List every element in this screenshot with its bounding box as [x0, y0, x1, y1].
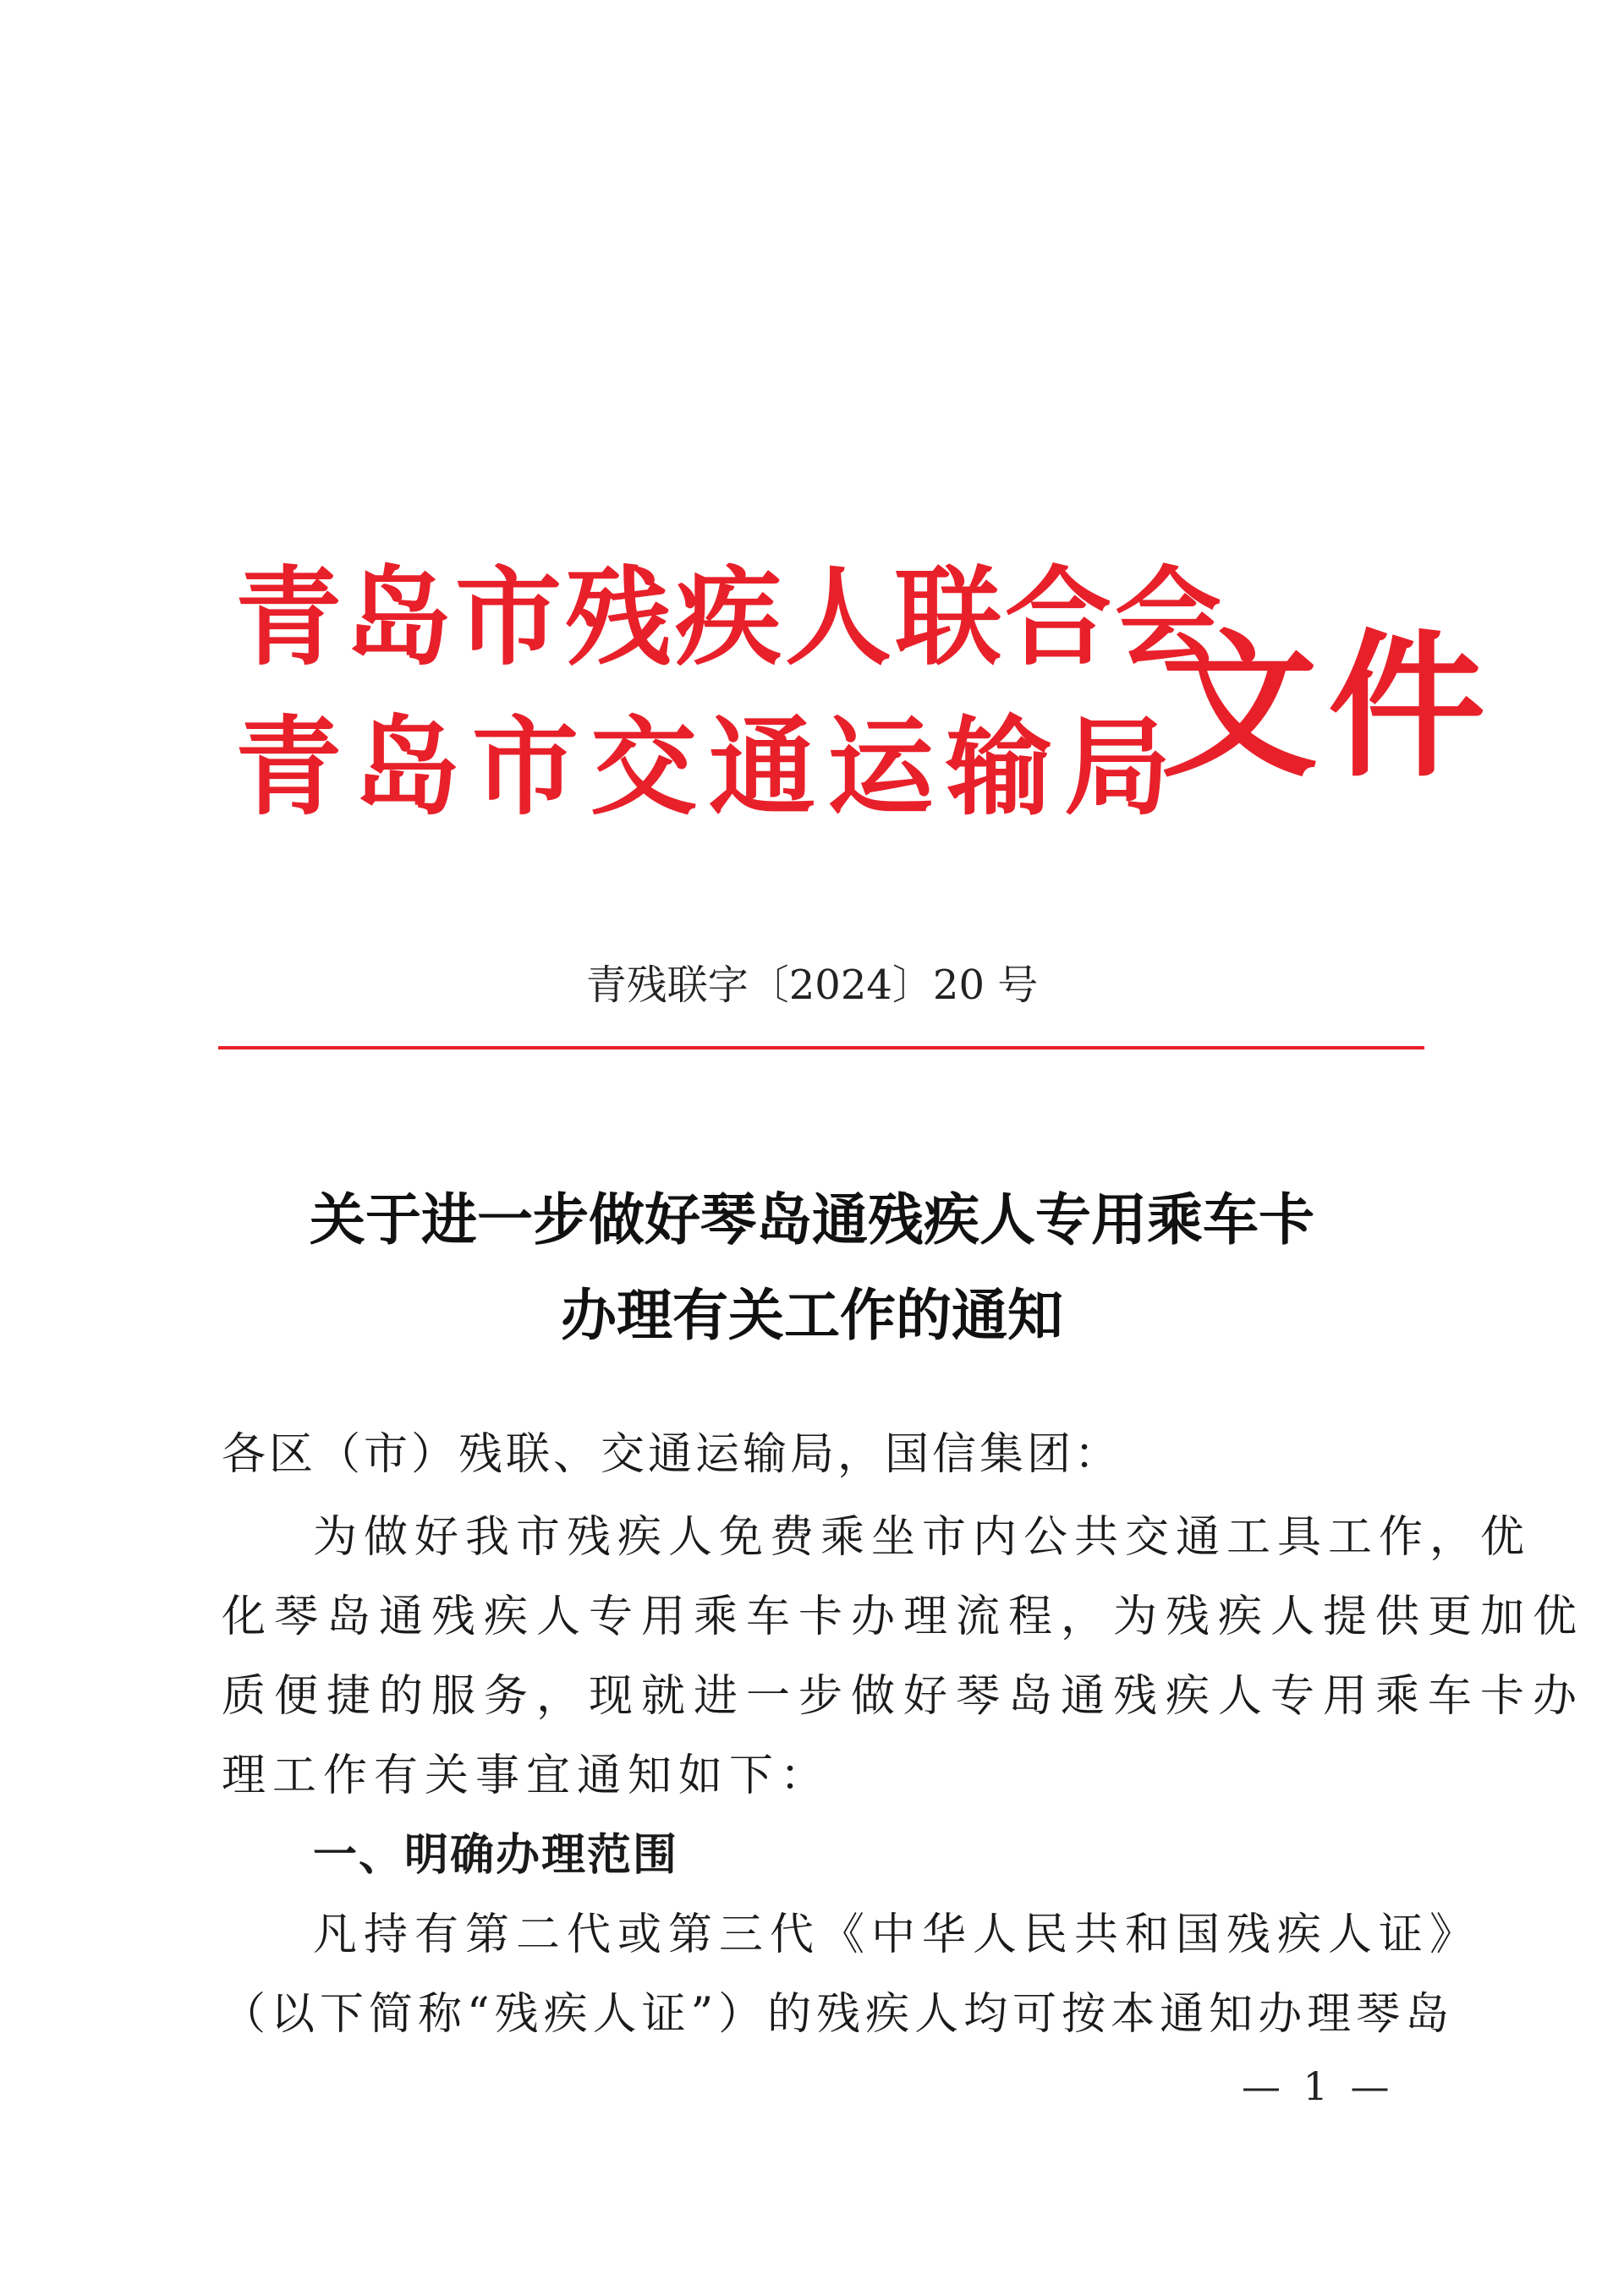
document-title-line-1: 关于进一步做好琴岛通残疾人专用乘车卡	[310, 1186, 1314, 1252]
body-line: 化琴岛通残疾人专用乘车卡办理流程，为残疾人提供更加优	[222, 1592, 1586, 1642]
page-number: — 1 —	[1242, 2063, 1395, 2109]
document-label: 文件	[1160, 613, 1496, 798]
red-divider-line	[218, 1046, 1424, 1049]
body-line: 为做好我市残疾人免费乘坐市内公共交通工具工作，优	[313, 1512, 1532, 1563]
section-heading: 一、明确办理范围	[313, 1830, 679, 1881]
body-line: 凡持有第二代或第三代《中华人民共和国残疾人证》	[313, 1910, 1481, 1960]
salutation: 各区（市）残联、交通运输局，国信集团：	[222, 1429, 1122, 1480]
document-title-line-2: 办理有关工作的通知	[561, 1282, 1063, 1348]
document-number: 青残联字〔2024〕20 号	[585, 962, 1039, 1009]
body-line: （以下简称“残疾人证”）的残疾人均可按本通知办理琴岛	[222, 1989, 1455, 2040]
body-line: 理工作有关事宜通知如下：	[222, 1751, 831, 1801]
red-header	[0, 0, 1624, 846]
issuing-agency-transport-bureau: 青岛市交通运输局	[235, 704, 1182, 830]
body-line: 质便捷的服务，现就进一步做好琴岛通残疾人专用乘车卡办	[222, 1671, 1586, 1722]
issuing-agency-disabled-persons-federation: 青岛市残疾人联合会	[235, 555, 1225, 680]
